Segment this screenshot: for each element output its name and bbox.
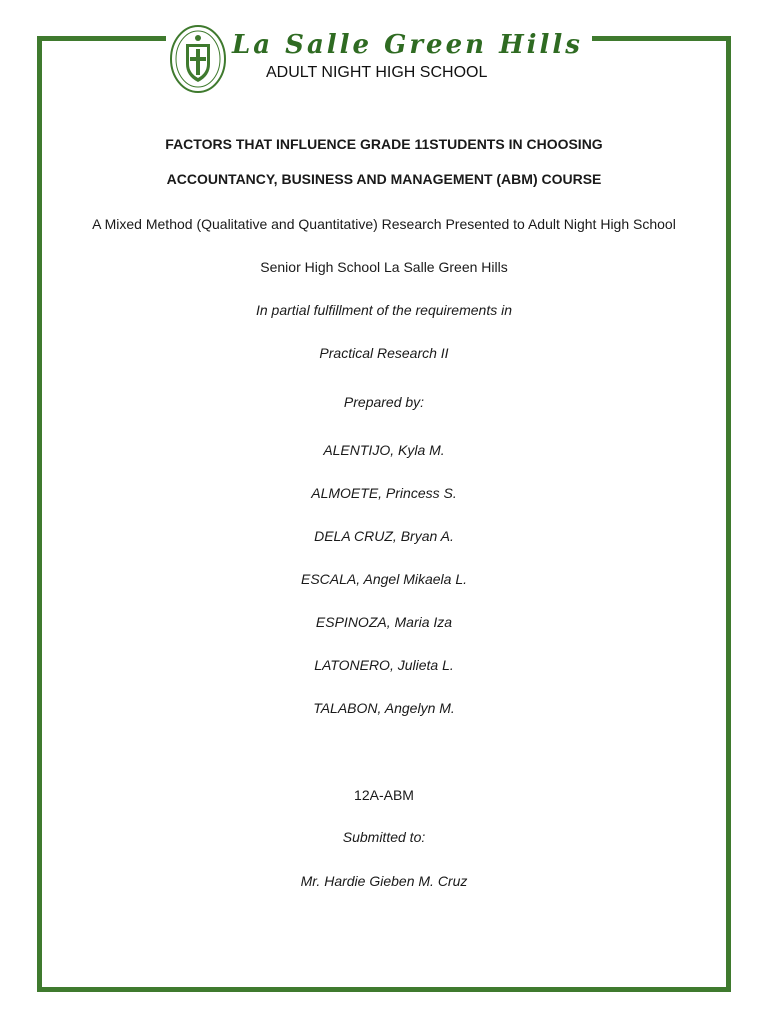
presented-line-2: Senior High School La Salle Green Hills: [260, 259, 508, 275]
fulfillment-line-1: In partial fulfillment of the requirements in: [255, 302, 512, 318]
prepared-by-label: Prepared by:: [343, 394, 425, 410]
submitted-to-label: Submitted to:: [342, 829, 426, 845]
school-seal-logo: [170, 24, 226, 94]
author-name: LATONERO, Julieta L.: [314, 657, 454, 673]
presented-line-1: A Mixed Method (Qualitative and Quantitative) Research Presented to Adult Night High School: [92, 216, 676, 232]
title-line-2: ACCOUNTANCY, BUSINESS AND MANAGEMENT (ABM) COURSE: [166, 171, 602, 187]
title-line-1: FACTORS THAT INFLUENCE GRADE 11STUDENTS IN CHOOSING: [165, 136, 603, 152]
adviser-name: Mr. Hardie Gieben M. Cruz: [300, 873, 468, 889]
section-label: 12A-ABM: [354, 787, 414, 803]
brand-title: La Salle Green Hills: [232, 30, 583, 60]
fulfillment-line-2: Practical Research II: [319, 345, 449, 361]
author-name: ESPINOZA, Maria Iza: [315, 614, 453, 630]
author-name: DELA CRUZ, Bryan A.: [314, 528, 454, 544]
author-name: ALMOETE, Princess S.: [311, 485, 457, 501]
author-name: ALENTIJO, Kyla M.: [323, 442, 445, 458]
author-name: TALABON, Angelyn M.: [313, 700, 455, 716]
author-name: ESCALA, Angel Mikaela L.: [300, 571, 467, 587]
school-name: ADULT NIGHT HIGH SCHOOL: [266, 64, 488, 81]
